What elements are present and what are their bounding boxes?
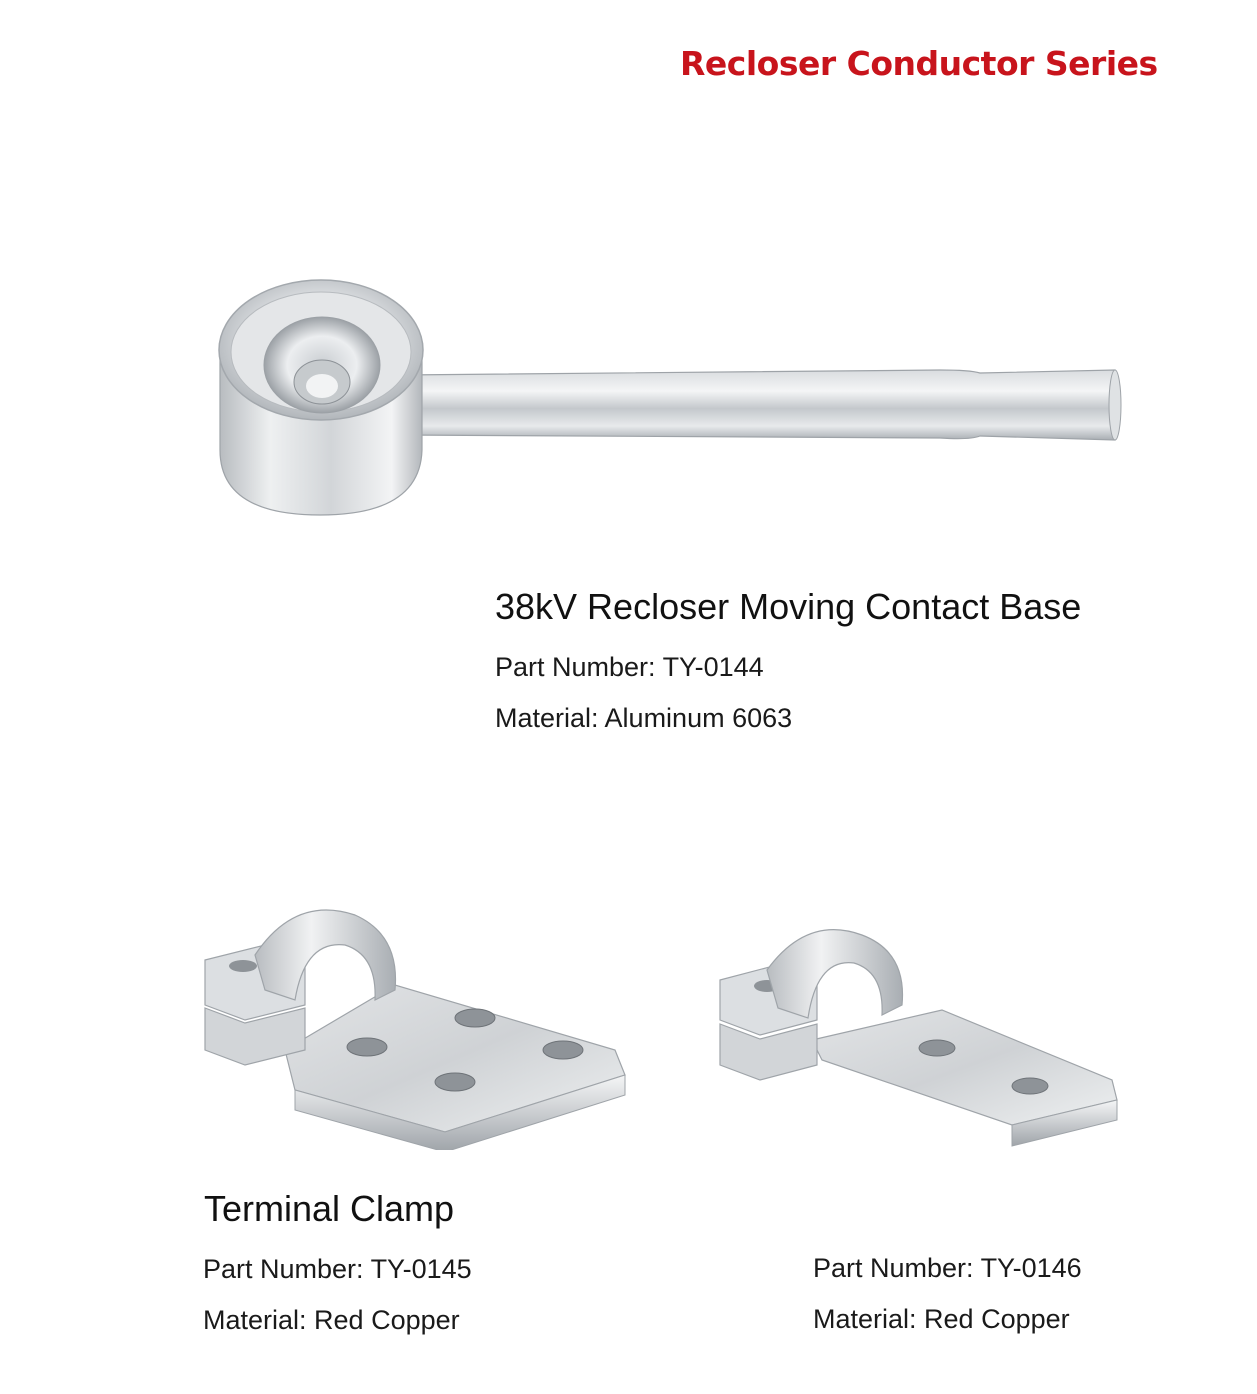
terminal-clamp-narrow-image (712, 920, 1127, 1150)
part-number: Part Number: TY-0146 (813, 1253, 1082, 1283)
part-number: Part Number: TY-0145 (203, 1254, 472, 1284)
product-name: Terminal Clamp (204, 1188, 455, 1229)
series-title: Recloser Conductor Series (680, 44, 1158, 83)
moving-contact-base-image (210, 270, 1130, 530)
terminal-clamp-image (195, 900, 635, 1150)
material: Material: Red Copper (203, 1305, 460, 1335)
product-name: 38kV Recloser Moving Contact Base (495, 586, 1082, 627)
material: Material: Aluminum 6063 (495, 703, 793, 733)
part-number: Part Number: TY-0144 (495, 652, 764, 682)
material: Material: Red Copper (813, 1304, 1070, 1334)
